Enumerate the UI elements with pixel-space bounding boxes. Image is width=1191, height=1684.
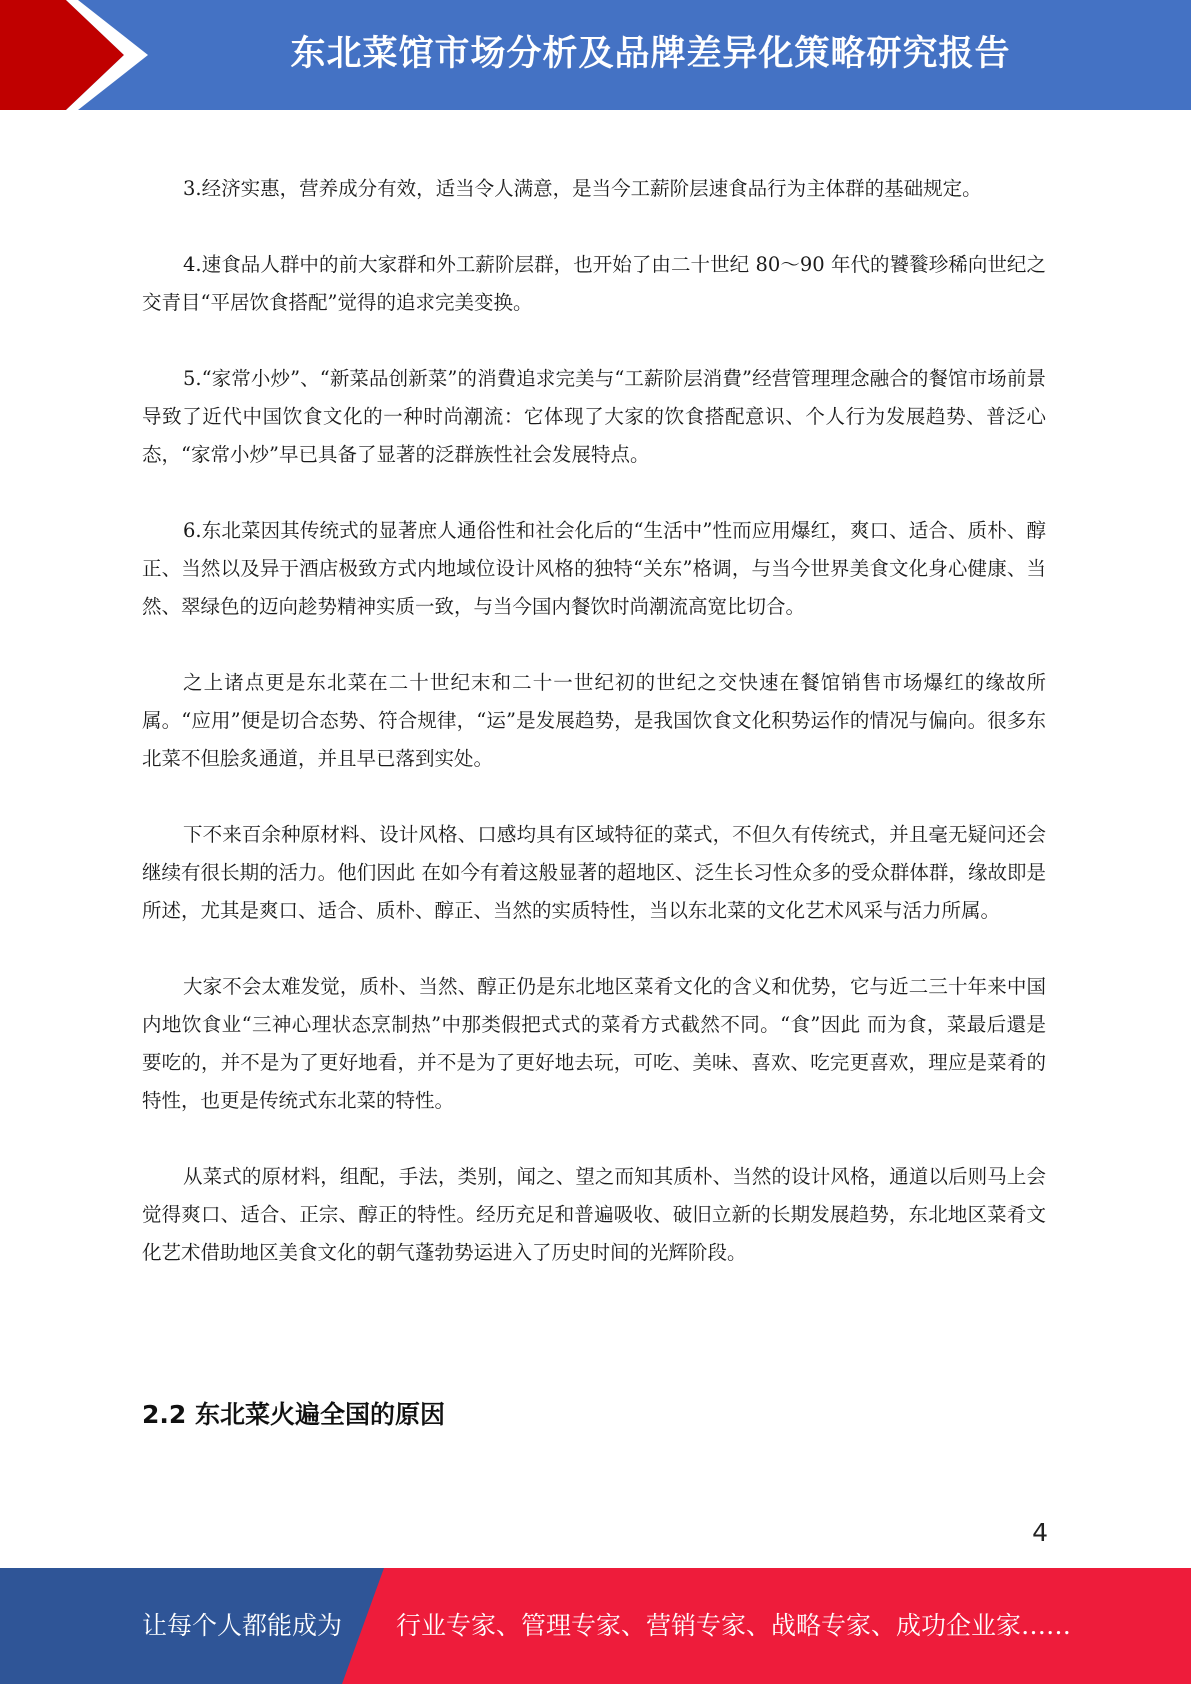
paragraph-dish-variety: 下不来百余种原材料、设计风格、口感均具有区域特征的菜式，不但久有传统式，并且毫无疑问还会继续有很长期的活力。他们因此 在如今有着这般显著的超地区、泛生长习性众多的受众群体群，缘故即是所述，尤其是爽口、适合、质朴、醇正、当然的实质特性，当以东北菜的文化艺术风采与活力所属。 — [142, 823, 1046, 922]
report-title: 东北菜馆市场分析及品牌差异化策略研究报告 — [290, 34, 1011, 74]
footer-slogan-left: 让每个人都能成为 — [142, 1611, 343, 1640]
page-header — [0, 0, 1191, 110]
page-number: 4 — [1032, 1518, 1048, 1547]
header-chevron-decoration — [0, 0, 150, 110]
paragraph-item-4: 4.速食品人群中的前大家群和外工薪阶层群，也开始了由二十世纪 80～90 年代的饕餮珍稀向世纪之交青目“平居饮食搭配”觉得的追求完美变换。 — [142, 253, 1046, 314]
page-footer — [0, 1568, 1191, 1684]
paragraph-item-6: 6.东北菜因其传统式的显著庶人通俗性和社会化后的“生活中”性而应用爆红，爽口、适合、质朴、醇正、当然以及异于酒店极致方式内地域位设计风格的独特“关东”格调，与当今世界美食文化身心健康、当然、翠绿色的迈向趁势精神实质一致，与当今国内餐饮时尚潮流高宽比切合。 — [142, 519, 1046, 618]
paragraph-summary: 之上诸点更是东北菜在二十世纪末和二十一世纪初的世纪之交快速在餐馆销售市场爆红的缘故所属。“应用”便是切合态势、符合规律，“运”是发展趋势，是我国饮食文化积势运作的情况与偏向。很多东北菜不但脍炙通道，并且早已落到实处。 — [142, 671, 1046, 770]
paragraph-item-5: 5.“家常小炒”、“新菜品创新菜”的消費追求完美与“工薪阶层消費”经营管理理念融合的餐馆市场前景导致了近代中国饮食文化的一种时尚潮流：它体现了大家的饮食搭配意识、个人行为发展趋势、普泛心态，“家常小炒”早已具备了显著的泛群族性社会发展特点。 — [142, 367, 1046, 466]
footer-slogan-right: 行业专家、管理专家、营销专家、战略专家、成功企业家…… — [396, 1611, 1072, 1640]
document-body — [142, 170, 1046, 1310]
section-heading: 2.2 东北菜火遍全国的原因 — [142, 1400, 445, 1429]
paragraph-food-culture: 大家不会太难发觉，质朴、当然、醇正仍是东北地区菜肴文化的含义和优势，它与近二三十年来中国内地饮食业“三神心理状态烹制热”中那类假把式式的菜肴方式截然不同。“食”因此 而为食，菜最后還是要吃的，并不是为了更好地看，并不是为了更好地去玩，可吃、美味、喜欢、吃完更喜欢，理应是菜肴的特性，也更是传统式东北菜的特性。 — [142, 975, 1046, 1112]
paragraph-conclusion: 从菜式的原材料，组配，手法，类别，闻之、望之而知其质朴、当然的设计风格，通道以后则马上会觉得爽口、适合、正宗、醇正的特性。经历充足和普遍吸收、破旧立新的长期发展趋势，东北地区菜肴文化艺术借助地区美食文化的朝气蓬勃势运进入了历史时间的光辉阶段。 — [142, 1165, 1046, 1264]
paragraph-item-3: 3.经济实惠，营养成分有效，适当令人满意，是当今工薪阶层速食品行为主体群的基础规定。 — [183, 177, 982, 200]
